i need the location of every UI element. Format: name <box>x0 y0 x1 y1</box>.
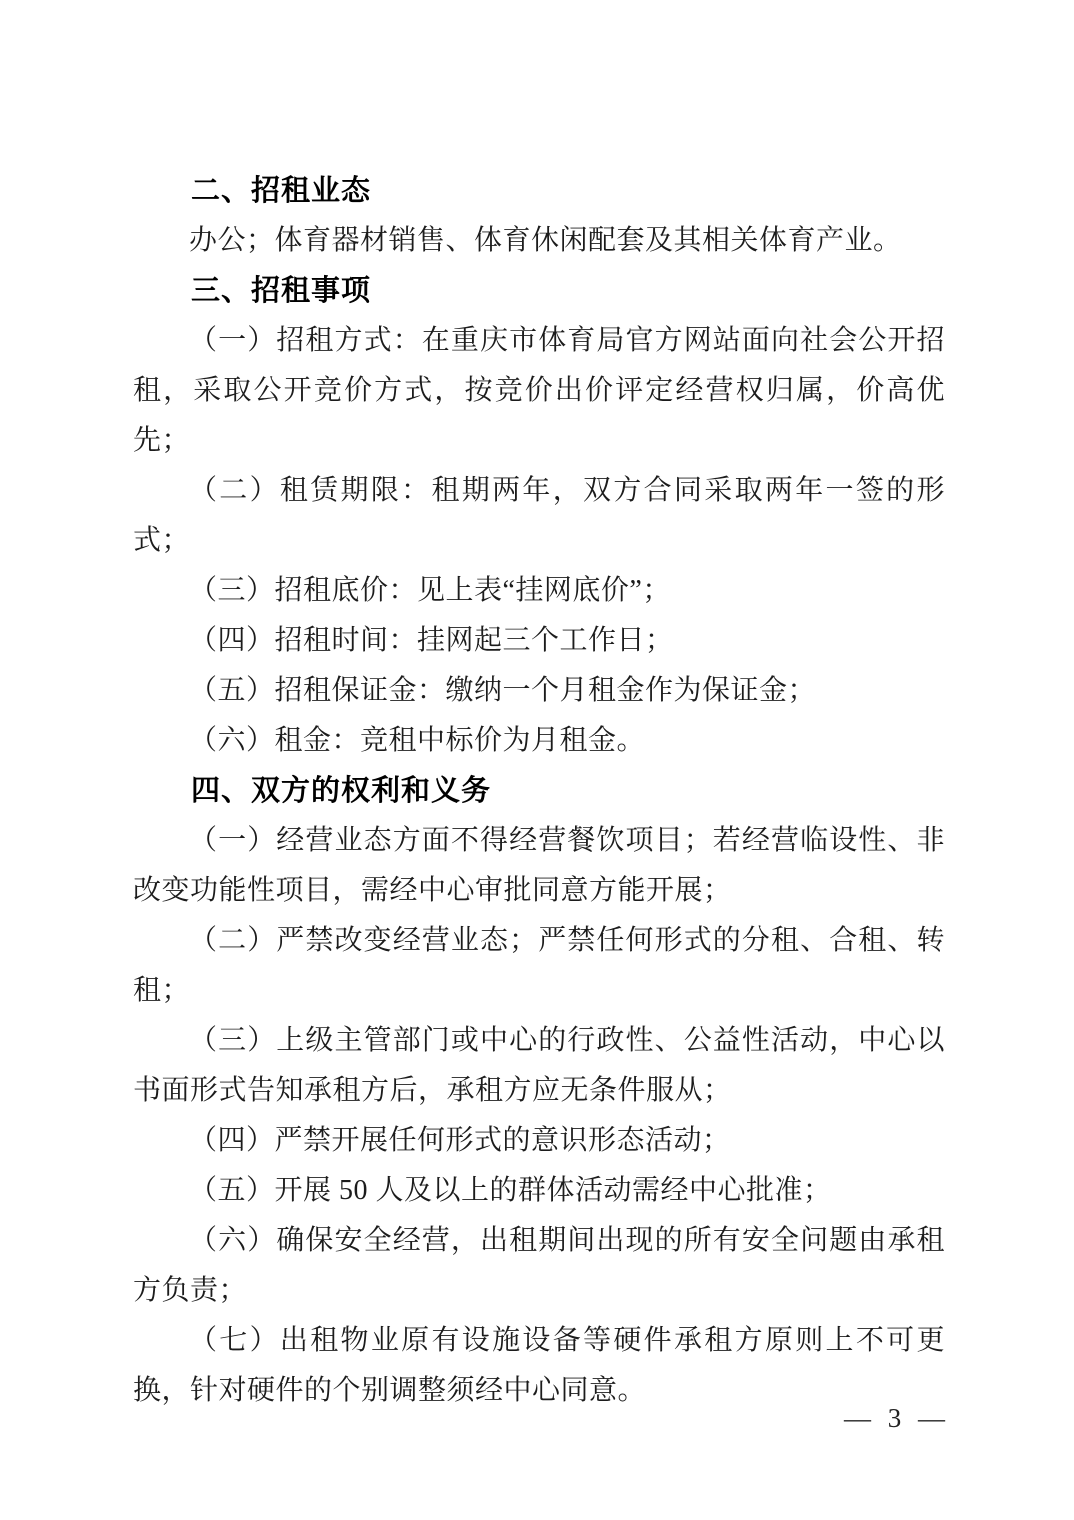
paragraph-obligation-6: （六）确保安全经营，出租期间出现的所有安全问题由承租方负责； <box>133 1225 945 1306</box>
paragraph-lease-term: （二）租赁期限：租期两年，双方合同采取两年一签的形式； <box>133 475 945 556</box>
paragraph-base-price: （三）招租底价：见上表“挂网底价”； <box>189 575 671 606</box>
paragraph-obligation-3: （三）上级主管部门或中心的行政性、公益性活动，中心以书面形式告知承租方后，承租方应无条件服从； <box>133 1025 945 1106</box>
paragraph-obligation-1: （一）经营业态方面不得经营餐饮项目；若经营临设性、非改变功能性项目，需经中心审批同意方能开展； <box>133 825 945 906</box>
document-body <box>133 166 945 1416</box>
paragraph-obligation-2: （二）严禁改变经营业态；严禁任何形式的分租、合租、转租； <box>133 925 945 1006</box>
section-heading-2: 二、招租业态 <box>191 175 372 207</box>
paragraph-lease-method: （一）招租方式：在重庆市体育局官方网站面向社会公开招租，采取公开竞价方式，按竞价出价评定经营权归属，价高优先； <box>133 325 945 456</box>
page-number: — 3 — <box>844 1403 947 1433</box>
paragraph-obligation-5: （五）开展 50 人及以上的群体活动需经中心批准； <box>189 1175 832 1206</box>
section-heading-3: 三、招租事项 <box>191 275 372 307</box>
paragraph-lease-time: （四）招租时间：挂网起三个工作日； <box>189 625 674 656</box>
paragraph-obligation-7: （七）出租物业原有设施设备等硬件承租方原则上不可更换，针对硬件的个别调整须经中心同意。 <box>133 1325 945 1406</box>
paragraph-rent: （六）租金：竞租中标价为月租金。 <box>189 725 646 756</box>
section-heading-4: 四、双方的权利和义务 <box>191 775 492 807</box>
paragraph-obligation-4: （四）严禁开展任何形式的意识形态活动； <box>189 1125 731 1156</box>
paragraph-deposit: （五）招租保证金：缴纳一个月租金作为保证金； <box>189 675 817 706</box>
paragraph-business-types: 办公；体育器材销售、体育休闲配套及其相关体育产业。 <box>189 225 902 256</box>
